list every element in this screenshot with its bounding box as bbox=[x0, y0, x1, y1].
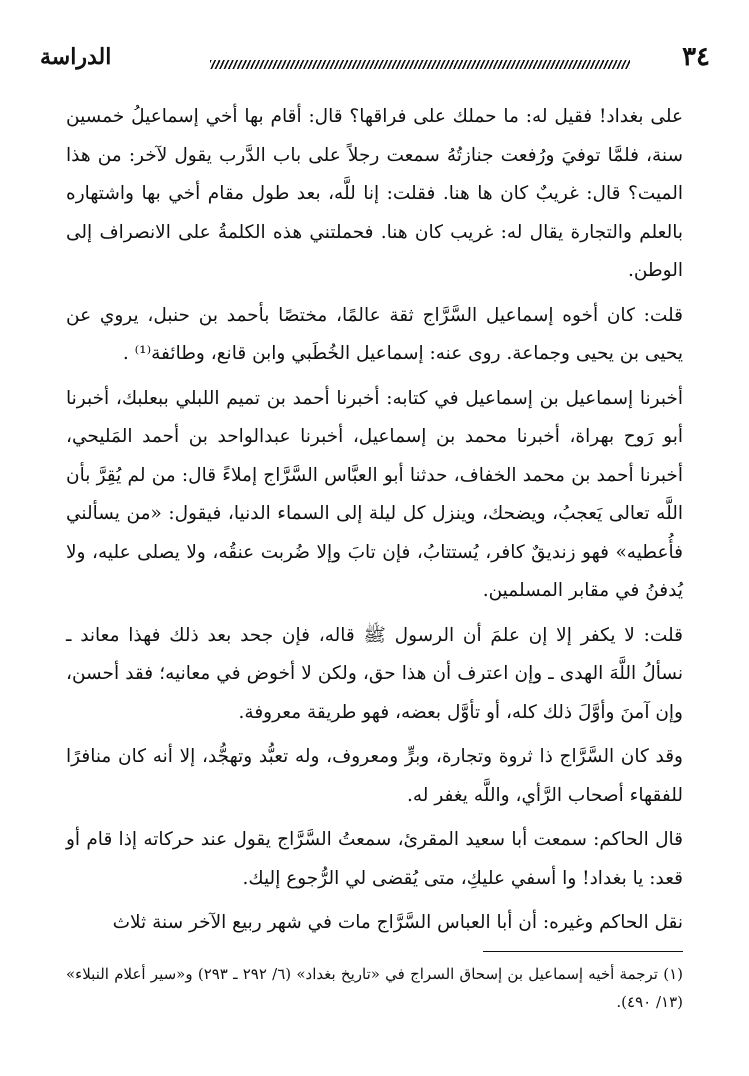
running-title: الدراسة bbox=[40, 44, 112, 70]
paragraph: قال الحاكم: سمعت أبا سعيد المقرئ، سمعتُ السَّرَّاج يقول عند حركاته إذا قام أو قعد: يا بغداد! وا أسفي عليكِ، متى يُقضى لي الرُّجوع إليك. bbox=[66, 829, 683, 889]
page-number: ٣٤ bbox=[682, 42, 710, 72]
paragraph: قلت: لا يكفر إلا إن علمَ أن الرسول ﷺ قاله، فإن جحد بعد ذلك فهذا معاند ـ نسألُ اللَّهَ الهدى ـ وإن اعترف أن هذا حق، ولكن لا أخوض في معانيه؛ فقد أحسن، وإن آمنَ وأوَّلَ ذلك كله، أو تأوَّل بعضه، فهو طريقة معروفة. bbox=[66, 624, 683, 723]
page-header bbox=[40, 40, 710, 80]
footnotes bbox=[66, 960, 683, 1016]
footnote-divider bbox=[483, 951, 683, 952]
paragraph: على بغداد! فقيل له: ما حملك على فراقها؟ قال: أقام بها أخي إسماعيلُ خمسين سنة، فلمَّا توفيَ ورُفعت جنازتُهُ سمعت رجلاً على باب الدَّرب يقول لآخر: من هذا الميت؟ قال: غريبٌ كان ها هنا. فقلت: إنا للَّه، بعد طول مقام أخي بها واشتهاره بالعلم والتجارة يقال له: غريب كان هنا. فحملتني هذه الكلمةُ على الانصراف إلى الوطن. bbox=[66, 106, 683, 281]
header-decorative-rule bbox=[210, 60, 630, 69]
paragraph: أخبرنا إسماعيل بن إسماعيل في كتابه: أخبرنا أحمد بن تميم اللبلي ببعلبك، أخبرنا أبو رَوح بهراة، أخبرنا محمد بن إسماعيل، أخبرنا عبدالواحد بن أحمد المَليحي، أخبرنا أحمد بن محمد الخفاف، حدثنا أبو العبَّاس السَّرَّاج إملاءً قال: من لم يُقِرَّ بأن اللَّه تعالى يَعجبُ، ويضحك، وينزل كل ليلة إلى السماء الدنيا، فيقول: «من يسألني فأُعطيه» فهو زنديقٌ كافر، يُستتابُ، فإن تابَ وإلا ضُربت عنقُه، ولا يصلى عليه، ولا يُدفنُ في مقابر المسلمين. bbox=[66, 387, 683, 601]
paragraph: وقد كان السَّرَّاج ذا ثروة وتجارة، وبرٍّ ومعروف، وله تعبُّد وتهجُّد، إلا أنه كان منافرًا للفقهاء أصحاب الرَّأي، واللَّه يغفر له. bbox=[66, 746, 683, 806]
main-text bbox=[66, 98, 683, 949]
paragraph: نقل الحاكم وغيره: أن أبا العباس السَّرَّاج مات في شهر ربيع الآخر سنة ثلاث bbox=[112, 912, 683, 933]
footnote: (١) ترجمة أخيه إسماعيل بن إسحاق السراج في «تاريخ بغداد» (٦/ ٢٩٢ ـ ٢٩٣) و«سير أعلام النبلاء» (١٣/ ٤٩٠). bbox=[66, 965, 683, 1011]
paragraph: قلت: كان أخوه إسماعيل السَّرَّاج ثقة عالمًا، مختصًا بأحمد بن حنبل، يروي عن يحيى بن يحيى وجماعة. روى عنه: إسماعيل الخُطَبي وابن قانع، وطائفة⁽¹⁾ . bbox=[66, 304, 683, 364]
